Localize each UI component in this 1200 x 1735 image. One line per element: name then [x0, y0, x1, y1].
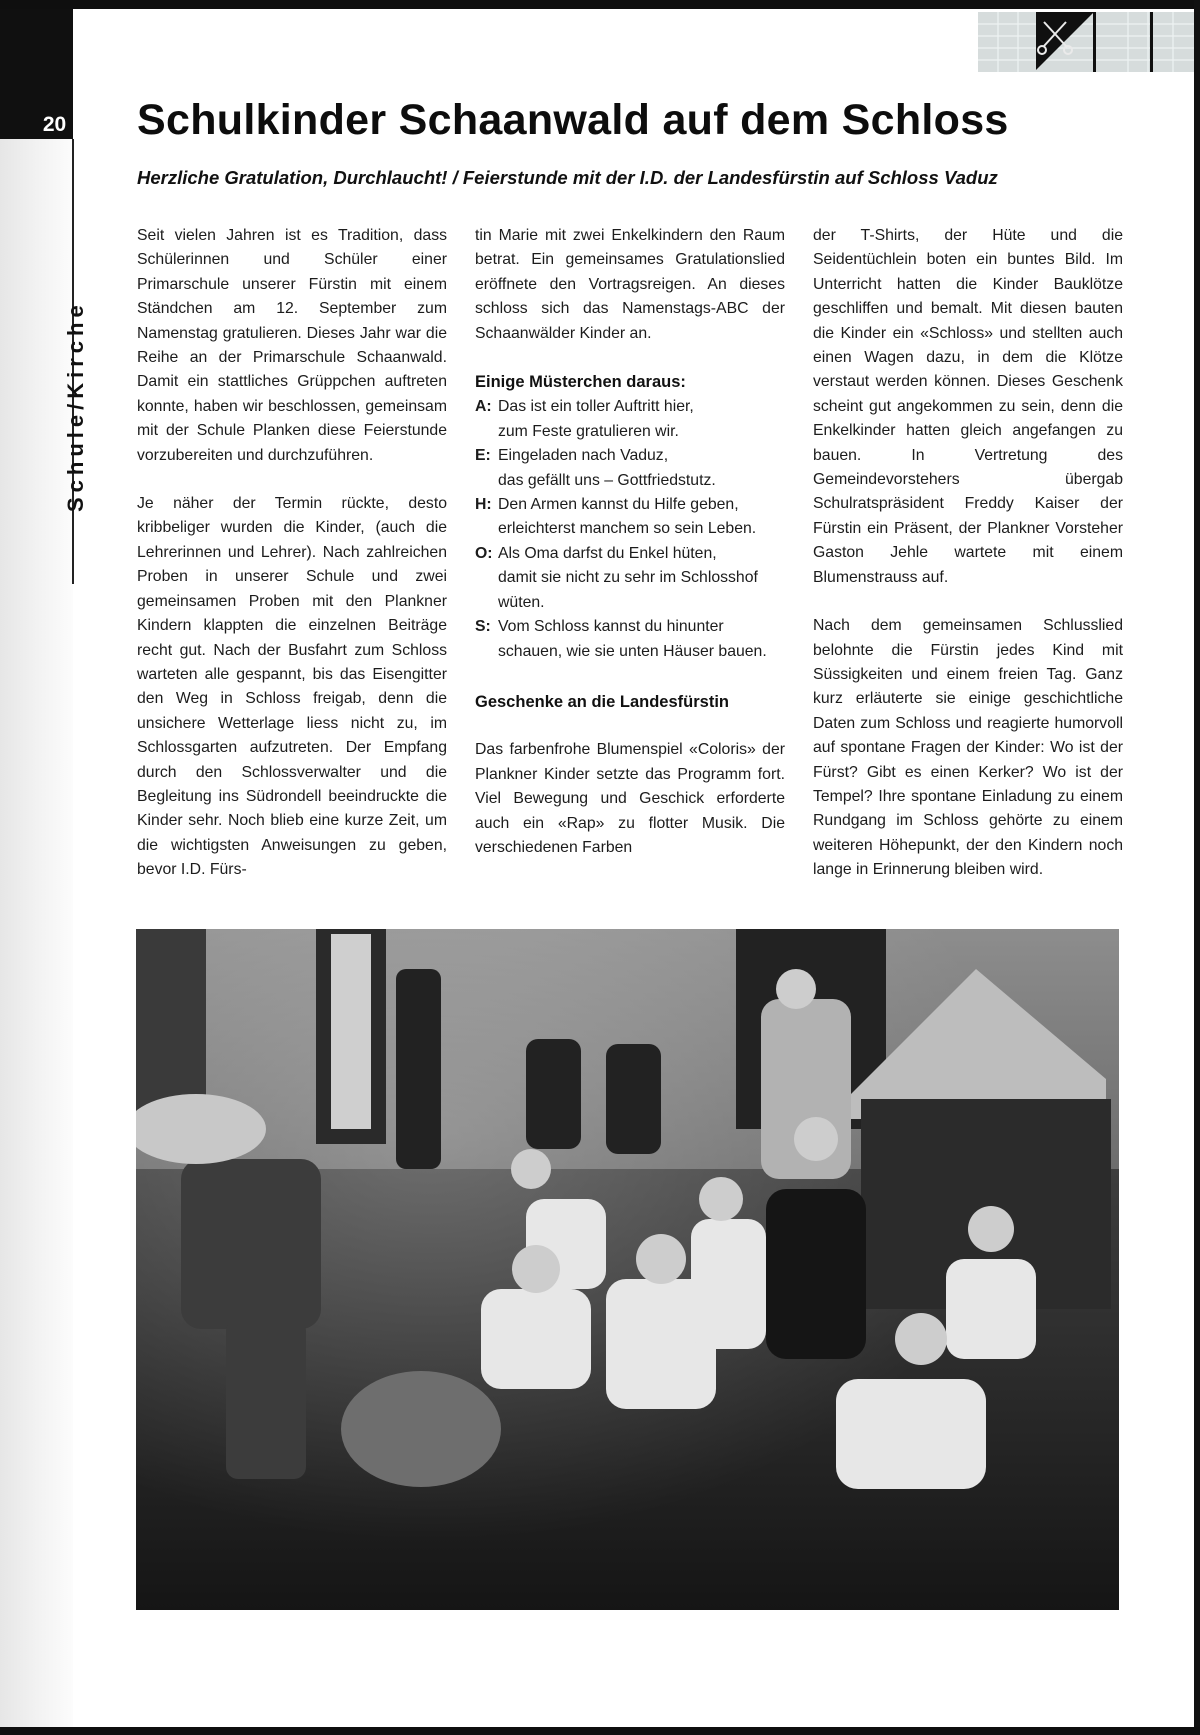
verse-item [475, 493, 785, 542]
paragraph: tin Marie mit zwei Enkelkindern den Raum betrat. Ein gemeinsames Gratulationslied eröffnete den Vortragsreigen. An dieses schloss sich das Namenstags-ABC der Schaanwälder Kinder an. [475, 227, 785, 342]
photo-window-pane [331, 934, 371, 1129]
logo-grid-background [978, 12, 1194, 72]
verse-text [498, 493, 785, 542]
verse-line: damit sie nicht zu sehr im Schlosshof wüten. [498, 569, 758, 611]
verse-letter: O: [475, 544, 493, 562]
paragraph: der T-Shirts, der Hüte und die Seidentüchlein boten ein buntes Bild. Im Unterricht hatten die Kinder Bauklötze geschliffen und bemalt. Mit diesen bauten die Kinder ein «Schloss» und stellten auch einen Wagen dazu, in dem die Klötze verstaut werden können. Dieses Geschenk scheint gut angekommen zu sein, denn die Enkelkinder hatten gleich angefangen zu bauen. In Vertretung des Gemeindevorstehers übergab Schulratspräsident Freddy Kaiser der Fürstin ein Präsent, der Plankner Vorsteher Gaston Jehle wartete mit einem Blumenstrauss auf. [813, 227, 1123, 586]
page-frame-bottom [0, 1727, 1200, 1735]
verse-text [498, 615, 785, 664]
paragraph: Seit vielen Jahren ist es Tradition, dass Schülerinnen und Schüler einer Primarschule unserer Fürstin mit einem Ständchen am 12. September zum Namenstag gratulieren. Dieses Jahr war die Reihe an der Primarschule Schaanwald. Damit ein stattliches Grüppchen auftreten konnte, haben wir beschlossen, gemeinsam mit der Schule Planken diese Feierstunde vorzubereiten und durchzuführen. [137, 227, 447, 464]
page-number: 20 [42, 113, 67, 136]
paragraph: Das farbenfrohe Blumenspiel «Coloris» der Plankner Kinder setzte das Programm fort. Viel Bewegung und Geschick erforderte auch ein «Rap» zu flotter Musik. Die verschiedenen Farben [475, 741, 785, 856]
verse-line: Vom Schloss kannst du hinunter [498, 618, 724, 636]
logo-bar-1 [1093, 12, 1096, 72]
verse-item [475, 542, 785, 615]
verse-line: schauen, wie sie unten Häuser bauen. [498, 642, 767, 660]
page-frame-right [1194, 0, 1200, 1735]
verse-line: Eingeladen nach Vaduz, [498, 447, 669, 465]
left-margin-strip [0, 9, 73, 1727]
verses-heading: Einige Müsterchen daraus: [475, 373, 686, 392]
paragraph: Nach dem gemeinsamen Schlusslied belohnte die Fürstin jedes Kind mit Süssigkeiten und einem freien Tag. Ganz kurz erläuterte sie einige geschichtliche Daten zum Schloss und reagierte humorvoll auf spontane Fragen der Kinder: Wo ist der Fürst? Gibt es einen Kerker? Wo ist der Tempel? Ihre spontane Einladung zu einem Rundgang im Schloss gehörte zu einem weiteren Höhepunkt, der den Kindern noch lange in Erinnerung bleiben wird. [813, 617, 1123, 879]
verse-line: das gefällt uns – Gottfriedstutz. [498, 471, 716, 489]
verse-line: erleichterst manchem so sein Leben. [498, 520, 757, 538]
verse-text [498, 444, 785, 493]
photo-child-dark-shirt [766, 1189, 866, 1359]
page-frame-top [0, 0, 1200, 9]
verse-list [475, 395, 785, 663]
text-column-3 [813, 224, 1123, 914]
verse-line: Das ist ein toller Auftritt hier, [498, 398, 694, 416]
article-title: Schulkinder Schaanwald auf dem Schloss [137, 96, 1009, 144]
corner-logo [978, 12, 1194, 72]
gifts-heading: Geschenke an die Landesfürstin [475, 692, 729, 711]
verse-letter: A: [475, 398, 492, 416]
verse-letter: H: [475, 496, 492, 514]
text-column-1 [137, 224, 447, 914]
logo-bar-2 [1150, 12, 1153, 72]
verse-text [498, 395, 785, 444]
verse-item [475, 444, 785, 493]
photo-basket [341, 1371, 501, 1487]
verse-line: Als Oma darfst du Enkel hüten, [498, 544, 717, 562]
verse-item [475, 615, 785, 664]
paragraph: Je näher der Termin rückte, desto kribbeliger wurden die Kinder, (auch die Lehrerinnen und Lehrer). Nach zahlreichen Proben in unserer Schule und zwei gemeinsamen Proben mit den Plankner Kindern klappten die einzelnen Beiträge recht gut. Nach der Busfahrt zum Schloss warteten alle gespannt, bis das Eisengitter den Weg in Schloss freigab, denn die unsichere Wetterlage liess nicht zu, im Schlossgarten aufzutreten. Der Empfang durch den Schlossverwalter und die Begleitung ins Südrondell beeindruckte die Kinder sehr. Noch blieb eine kurze Zeit, um die wichtigsten Anweisungen zu geben, bevor I.D. Fürs- [137, 495, 447, 879]
verse-line: Den Armen kannst du Hilfe geben, [498, 496, 739, 514]
article-photo [136, 929, 1119, 1610]
verse-letter: S: [475, 618, 491, 636]
text-column-2 [475, 224, 785, 914]
photo-illustration [136, 929, 1119, 1610]
verse-item [475, 395, 785, 444]
section-label: Schule/Kirche [63, 300, 88, 512]
verse-text [498, 542, 785, 615]
article-subtitle: Herzliche Gratulation, Durchlaucht! / Feierstunde mit der I.D. der Landesfürstin auf Schloss Vaduz [137, 167, 998, 188]
verse-letter: E: [475, 447, 491, 465]
verse-line: zum Feste gratulieren wir. [498, 422, 679, 440]
